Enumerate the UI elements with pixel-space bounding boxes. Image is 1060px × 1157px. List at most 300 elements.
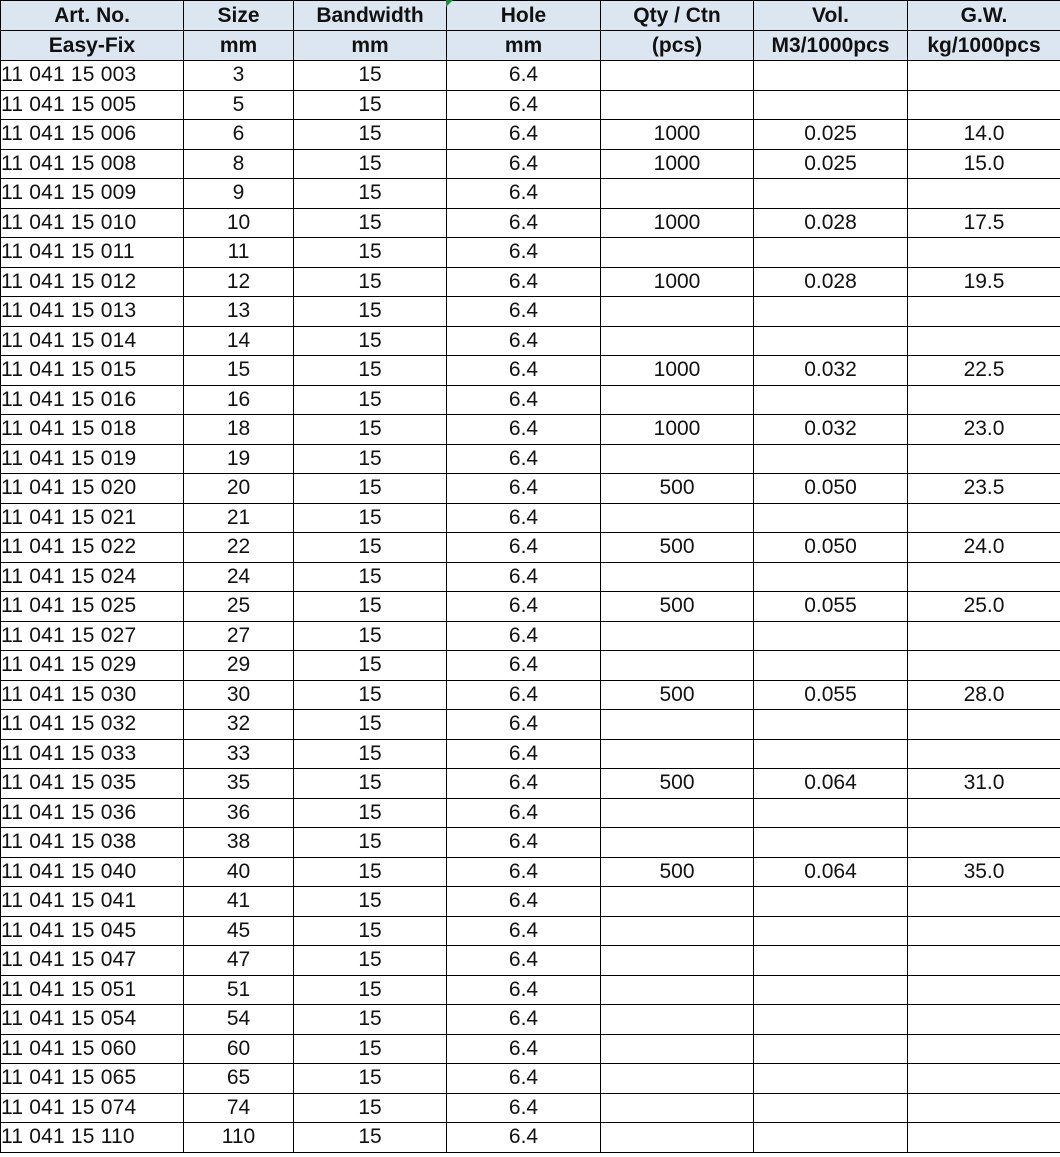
cell-gw[interactable] bbox=[908, 1034, 1060, 1064]
cell-size[interactable]: 24 bbox=[184, 562, 294, 592]
cell-size[interactable]: 10 bbox=[184, 208, 294, 238]
cell-qty-ctn[interactable] bbox=[601, 238, 754, 268]
cell-hole[interactable]: 6.4 bbox=[447, 444, 601, 474]
cell-hole[interactable]: 6.4 bbox=[447, 356, 601, 386]
cell-hole[interactable]: 6.4 bbox=[447, 946, 601, 976]
cell-hole[interactable]: 6.4 bbox=[447, 1064, 601, 1094]
header-gw-unit[interactable]: kg/1000pcs bbox=[908, 31, 1060, 61]
cell-vol[interactable] bbox=[754, 1123, 908, 1153]
table-row bbox=[1, 916, 1060, 946]
cell-size[interactable]: 21 bbox=[184, 503, 294, 533]
cell-art-no[interactable]: 11 041 15 022 bbox=[1, 533, 184, 563]
cell-gw[interactable] bbox=[908, 326, 1060, 356]
cell-vol[interactable] bbox=[754, 739, 908, 769]
cell-hole[interactable]: 6.4 bbox=[447, 739, 601, 769]
header-size[interactable]: Size bbox=[184, 1, 294, 31]
table-row bbox=[1, 739, 1060, 769]
table-row bbox=[1, 90, 1060, 120]
cell-bandwidth[interactable]: 15 bbox=[294, 769, 447, 799]
table-row bbox=[1, 326, 1060, 356]
cell-qty-ctn[interactable]: 500 bbox=[601, 769, 754, 799]
cell-gw[interactable]: 19.5 bbox=[908, 267, 1060, 297]
cell-art-no[interactable]: 11 041 15 041 bbox=[1, 887, 184, 917]
table-row bbox=[1, 208, 1060, 238]
cell-vol[interactable] bbox=[754, 651, 908, 681]
cell-hole[interactable]: 6.4 bbox=[447, 61, 601, 91]
header-qty-unit[interactable]: (pcs) bbox=[601, 31, 754, 61]
cell-hole[interactable]: 6.4 bbox=[447, 415, 601, 445]
cell-qty-ctn[interactable] bbox=[601, 1005, 754, 1035]
cell-hole[interactable]: 6.4 bbox=[447, 120, 601, 150]
cell-bandwidth[interactable]: 15 bbox=[294, 1064, 447, 1094]
cell-hole[interactable]: 6.4 bbox=[447, 533, 601, 563]
cell-gw[interactable]: 24.0 bbox=[908, 533, 1060, 563]
cell-art-no[interactable]: 11 041 15 011 bbox=[1, 238, 184, 268]
cell-qty-ctn[interactable]: 1000 bbox=[601, 149, 754, 179]
cell-size[interactable]: 51 bbox=[184, 975, 294, 1005]
cell-art-no[interactable]: 11 041 15 005 bbox=[1, 90, 184, 120]
cell-vol[interactable]: 0.050 bbox=[754, 474, 908, 504]
cell-hole[interactable]: 6.4 bbox=[447, 208, 601, 238]
cell-hole[interactable]: 6.4 bbox=[447, 975, 601, 1005]
cell-art-no[interactable]: 11 041 15 009 bbox=[1, 179, 184, 209]
cell-hole[interactable]: 6.4 bbox=[447, 828, 601, 858]
cell-size[interactable]: 9 bbox=[184, 179, 294, 209]
table-row bbox=[1, 267, 1060, 297]
cell-art-no[interactable]: 11 041 15 054 bbox=[1, 1005, 184, 1035]
table-row bbox=[1, 238, 1060, 268]
cell-gw[interactable] bbox=[908, 1064, 1060, 1094]
cell-art-no[interactable]: 11 041 15 008 bbox=[1, 149, 184, 179]
cell-hole[interactable]: 6.4 bbox=[447, 238, 601, 268]
cell-qty-ctn[interactable]: 1000 bbox=[601, 415, 754, 445]
cell-gw[interactable] bbox=[908, 651, 1060, 681]
cell-bandwidth[interactable]: 15 bbox=[294, 857, 447, 887]
cell-bandwidth[interactable]: 15 bbox=[294, 356, 447, 386]
cell-gw[interactable] bbox=[908, 1005, 1060, 1035]
cell-qty-ctn[interactable] bbox=[601, 503, 754, 533]
cell-gw[interactable] bbox=[908, 828, 1060, 858]
cell-vol[interactable]: 0.055 bbox=[754, 680, 908, 710]
cell-vol[interactable]: 0.025 bbox=[754, 120, 908, 150]
cell-size[interactable]: 47 bbox=[184, 946, 294, 976]
cell-size[interactable]: 110 bbox=[184, 1123, 294, 1153]
cell-qty-ctn[interactable]: 500 bbox=[601, 857, 754, 887]
cell-qty-ctn[interactable] bbox=[601, 621, 754, 651]
cell-gw[interactable] bbox=[908, 562, 1060, 592]
cell-vol[interactable] bbox=[754, 887, 908, 917]
cell-bandwidth[interactable]: 15 bbox=[294, 621, 447, 651]
cell-bandwidth[interactable]: 15 bbox=[294, 739, 447, 769]
cell-size[interactable]: 60 bbox=[184, 1034, 294, 1064]
cell-gw[interactable] bbox=[908, 710, 1060, 740]
header-qty-ctn[interactable]: Qty / Ctn bbox=[601, 1, 754, 31]
cell-bandwidth[interactable]: 15 bbox=[294, 975, 447, 1005]
cell-vol[interactable]: 0.064 bbox=[754, 857, 908, 887]
cell-hole[interactable]: 6.4 bbox=[447, 385, 601, 415]
cell-gw[interactable] bbox=[908, 385, 1060, 415]
cell-vol[interactable] bbox=[754, 1005, 908, 1035]
table-row bbox=[1, 887, 1060, 917]
cell-gw[interactable]: 14.0 bbox=[908, 120, 1060, 150]
cell-art-no[interactable]: 11 041 15 051 bbox=[1, 975, 184, 1005]
cell-bandwidth[interactable]: 15 bbox=[294, 592, 447, 622]
cell-vol[interactable] bbox=[754, 562, 908, 592]
cell-vol[interactable] bbox=[754, 798, 908, 828]
cell-vol[interactable] bbox=[754, 1034, 908, 1064]
cell-gw[interactable] bbox=[908, 975, 1060, 1005]
cell-qty-ctn[interactable]: 500 bbox=[601, 474, 754, 504]
cell-size[interactable]: 35 bbox=[184, 769, 294, 799]
cell-size[interactable]: 32 bbox=[184, 710, 294, 740]
cell-hole[interactable]: 6.4 bbox=[447, 326, 601, 356]
cell-gw[interactable]: 23.0 bbox=[908, 415, 1060, 445]
cell-bandwidth[interactable]: 15 bbox=[294, 326, 447, 356]
cell-gw[interactable] bbox=[908, 503, 1060, 533]
cell-bandwidth[interactable]: 15 bbox=[294, 444, 447, 474]
cell-vol[interactable] bbox=[754, 1093, 908, 1123]
cell-size[interactable]: 30 bbox=[184, 680, 294, 710]
cell-vol[interactable] bbox=[754, 975, 908, 1005]
cell-art-no[interactable]: 11 041 15 035 bbox=[1, 769, 184, 799]
cell-size[interactable]: 19 bbox=[184, 444, 294, 474]
cell-vol[interactable] bbox=[754, 1064, 908, 1094]
cell-art-no[interactable]: 11 041 15 038 bbox=[1, 828, 184, 858]
cell-size[interactable]: 22 bbox=[184, 533, 294, 563]
cell-size[interactable]: 5 bbox=[184, 90, 294, 120]
cell-hole[interactable]: 6.4 bbox=[447, 90, 601, 120]
cell-vol[interactable] bbox=[754, 179, 908, 209]
cell-qty-ctn[interactable]: 1000 bbox=[601, 267, 754, 297]
table-row bbox=[1, 297, 1060, 327]
cell-hole[interactable]: 6.4 bbox=[447, 1093, 601, 1123]
table-row bbox=[1, 444, 1060, 474]
cell-qty-ctn[interactable] bbox=[601, 61, 754, 91]
cell-vol[interactable] bbox=[754, 621, 908, 651]
cell-hole[interactable]: 6.4 bbox=[447, 592, 601, 622]
cell-vol[interactable] bbox=[754, 916, 908, 946]
cell-art-no[interactable]: 11 041 15 036 bbox=[1, 798, 184, 828]
cell-vol[interactable]: 0.028 bbox=[754, 267, 908, 297]
cell-art-no[interactable]: 11 041 15 010 bbox=[1, 208, 184, 238]
cell-gw[interactable] bbox=[908, 444, 1060, 474]
cell-art-no[interactable]: 11 041 15 013 bbox=[1, 297, 184, 327]
cell-bandwidth[interactable]: 15 bbox=[294, 267, 447, 297]
cell-vol[interactable] bbox=[754, 385, 908, 415]
cell-hole[interactable]: 6.4 bbox=[447, 887, 601, 917]
cell-art-no[interactable]: 11 041 15 045 bbox=[1, 916, 184, 946]
cell-gw[interactable] bbox=[908, 61, 1060, 91]
cell-hole[interactable]: 6.4 bbox=[447, 179, 601, 209]
cell-hole[interactable]: 6.4 bbox=[447, 149, 601, 179]
cell-size[interactable]: 65 bbox=[184, 1064, 294, 1094]
header-bandwidth-unit[interactable]: mm bbox=[294, 31, 447, 61]
cell-gw[interactable]: 31.0 bbox=[908, 769, 1060, 799]
cell-hole[interactable]: 6.4 bbox=[447, 769, 601, 799]
header-gw[interactable]: G.W. bbox=[908, 1, 1060, 31]
table-row bbox=[1, 621, 1060, 651]
header-vol[interactable]: Vol. bbox=[754, 1, 908, 31]
cell-hole[interactable]: 6.4 bbox=[447, 1005, 601, 1035]
table-row bbox=[1, 385, 1060, 415]
cell-qty-ctn[interactable] bbox=[601, 946, 754, 976]
header-bandwidth[interactable]: Bandwidth bbox=[294, 1, 447, 31]
table-row bbox=[1, 798, 1060, 828]
cell-gw[interactable] bbox=[908, 887, 1060, 917]
cell-qty-ctn[interactable] bbox=[601, 887, 754, 917]
cell-gw[interactable]: 23.5 bbox=[908, 474, 1060, 504]
cell-bandwidth[interactable]: 15 bbox=[294, 798, 447, 828]
header-hole-unit[interactable]: mm bbox=[447, 31, 601, 61]
cell-qty-ctn[interactable] bbox=[601, 798, 754, 828]
cell-bandwidth[interactable]: 15 bbox=[294, 503, 447, 533]
cell-bandwidth[interactable]: 15 bbox=[294, 474, 447, 504]
cell-qty-ctn[interactable]: 1000 bbox=[601, 120, 754, 150]
header-vol-unit[interactable]: M3/1000pcs bbox=[754, 31, 908, 61]
table-row bbox=[1, 503, 1060, 533]
cell-art-no[interactable]: 11 041 15 014 bbox=[1, 326, 184, 356]
cell-qty-ctn[interactable] bbox=[601, 739, 754, 769]
cell-gw[interactable] bbox=[908, 621, 1060, 651]
cell-vol[interactable]: 0.050 bbox=[754, 533, 908, 563]
cell-hole[interactable]: 6.4 bbox=[447, 474, 601, 504]
cell-bandwidth[interactable]: 15 bbox=[294, 1093, 447, 1123]
cell-size[interactable]: 27 bbox=[184, 621, 294, 651]
cell-qty-ctn[interactable] bbox=[601, 444, 754, 474]
cell-art-no[interactable]: 11 041 15 029 bbox=[1, 651, 184, 681]
cell-size[interactable]: 33 bbox=[184, 739, 294, 769]
cell-bandwidth[interactable]: 15 bbox=[294, 179, 447, 209]
header-easy-fix[interactable]: Easy-Fix bbox=[1, 31, 184, 61]
cell-size[interactable]: 16 bbox=[184, 385, 294, 415]
cell-vol[interactable] bbox=[754, 61, 908, 91]
cell-bandwidth[interactable]: 15 bbox=[294, 90, 447, 120]
cell-qty-ctn[interactable] bbox=[601, 1123, 754, 1153]
cell-size[interactable]: 38 bbox=[184, 828, 294, 858]
cell-bandwidth[interactable]: 15 bbox=[294, 1034, 447, 1064]
cell-size[interactable]: 15 bbox=[184, 356, 294, 386]
cell-vol[interactable]: 0.032 bbox=[754, 356, 908, 386]
header-art-no[interactable]: Art. No. bbox=[1, 1, 184, 31]
cell-bandwidth[interactable]: 15 bbox=[294, 887, 447, 917]
cell-gw[interactable] bbox=[908, 179, 1060, 209]
cell-bandwidth[interactable]: 15 bbox=[294, 651, 447, 681]
cell-vol[interactable] bbox=[754, 503, 908, 533]
cell-hole[interactable]: 6.4 bbox=[447, 916, 601, 946]
cell-qty-ctn[interactable] bbox=[601, 179, 754, 209]
cell-art-no[interactable]: 11 041 15 074 bbox=[1, 1093, 184, 1123]
cell-vol[interactable] bbox=[754, 710, 908, 740]
cell-gw[interactable] bbox=[908, 90, 1060, 120]
cell-size[interactable]: 12 bbox=[184, 267, 294, 297]
cell-gw[interactable] bbox=[908, 238, 1060, 268]
cell-gw[interactable]: 15.0 bbox=[908, 149, 1060, 179]
cell-gw[interactable] bbox=[908, 1093, 1060, 1123]
cell-vol[interactable]: 0.064 bbox=[754, 769, 908, 799]
cell-vol[interactable]: 0.028 bbox=[754, 208, 908, 238]
cell-gw[interactable] bbox=[908, 1123, 1060, 1153]
cell-size[interactable]: 25 bbox=[184, 592, 294, 622]
table-row bbox=[1, 592, 1060, 622]
cell-size[interactable]: 11 bbox=[184, 238, 294, 268]
cell-art-no[interactable]: 11 041 15 025 bbox=[1, 592, 184, 622]
table-row bbox=[1, 415, 1060, 445]
cell-bandwidth[interactable]: 15 bbox=[294, 562, 447, 592]
cell-gw[interactable] bbox=[908, 297, 1060, 327]
cell-size[interactable]: 45 bbox=[184, 916, 294, 946]
cell-bandwidth[interactable]: 15 bbox=[294, 297, 447, 327]
cell-qty-ctn[interactable] bbox=[601, 90, 754, 120]
cell-vol[interactable] bbox=[754, 828, 908, 858]
cell-hole[interactable]: 6.4 bbox=[447, 680, 601, 710]
cell-size[interactable]: 41 bbox=[184, 887, 294, 917]
cell-qty-ctn[interactable] bbox=[601, 828, 754, 858]
cell-art-no[interactable]: 11 041 15 033 bbox=[1, 739, 184, 769]
cell-size[interactable]: 74 bbox=[184, 1093, 294, 1123]
cell-bandwidth[interactable]: 15 bbox=[294, 238, 447, 268]
cell-bandwidth[interactable]: 15 bbox=[294, 208, 447, 238]
cell-art-no[interactable]: 11 041 15 021 bbox=[1, 503, 184, 533]
cell-size[interactable]: 13 bbox=[184, 297, 294, 327]
cell-bandwidth[interactable]: 15 bbox=[294, 680, 447, 710]
cell-hole[interactable]: 6.4 bbox=[447, 297, 601, 327]
cell-hole[interactable]: 6.4 bbox=[447, 710, 601, 740]
cell-vol[interactable] bbox=[754, 90, 908, 120]
cell-bandwidth[interactable]: 15 bbox=[294, 1005, 447, 1035]
cell-art-no[interactable]: 11 041 15 027 bbox=[1, 621, 184, 651]
cell-qty-ctn[interactable] bbox=[601, 1093, 754, 1123]
cell-gw[interactable]: 22.5 bbox=[908, 356, 1060, 386]
cell-size[interactable]: 36 bbox=[184, 798, 294, 828]
cell-qty-ctn[interactable] bbox=[601, 326, 754, 356]
cell-qty-ctn[interactable] bbox=[601, 385, 754, 415]
cell-gw[interactable]: 35.0 bbox=[908, 857, 1060, 887]
cell-size[interactable]: 3 bbox=[184, 61, 294, 91]
cell-qty-ctn[interactable] bbox=[601, 975, 754, 1005]
cell-qty-ctn[interactable]: 500 bbox=[601, 680, 754, 710]
cell-art-no[interactable]: 11 041 15 020 bbox=[1, 474, 184, 504]
cell-qty-ctn[interactable]: 1000 bbox=[601, 208, 754, 238]
cell-gw[interactable] bbox=[908, 916, 1060, 946]
cell-hole[interactable]: 6.4 bbox=[447, 1123, 601, 1153]
cell-bandwidth[interactable]: 15 bbox=[294, 533, 447, 563]
cell-size[interactable]: 18 bbox=[184, 415, 294, 445]
cell-size[interactable]: 14 bbox=[184, 326, 294, 356]
cell-size[interactable]: 54 bbox=[184, 1005, 294, 1035]
cell-art-no[interactable]: 11 041 15 006 bbox=[1, 120, 184, 150]
cell-qty-ctn[interactable] bbox=[601, 651, 754, 681]
cell-hole[interactable]: 6.4 bbox=[447, 1034, 601, 1064]
table-row bbox=[1, 769, 1060, 799]
table-row bbox=[1, 1093, 1060, 1123]
cell-bandwidth[interactable]: 15 bbox=[294, 149, 447, 179]
cell-bandwidth[interactable]: 15 bbox=[294, 946, 447, 976]
header-row-units bbox=[1, 31, 1060, 61]
table-row bbox=[1, 975, 1060, 1005]
cell-vol[interactable]: 0.055 bbox=[754, 592, 908, 622]
cell-size[interactable]: 40 bbox=[184, 857, 294, 887]
cell-bandwidth[interactable]: 15 bbox=[294, 120, 447, 150]
table-row bbox=[1, 946, 1060, 976]
cell-art-no[interactable]: 11 041 15 018 bbox=[1, 415, 184, 445]
cell-bandwidth[interactable]: 15 bbox=[294, 916, 447, 946]
cell-qty-ctn[interactable] bbox=[601, 916, 754, 946]
cell-qty-ctn[interactable] bbox=[601, 562, 754, 592]
cell-hole[interactable]: 6.4 bbox=[447, 503, 601, 533]
cell-bandwidth[interactable]: 15 bbox=[294, 1123, 447, 1153]
cell-qty-ctn[interactable] bbox=[601, 1064, 754, 1094]
cell-art-no[interactable]: 11 041 15 030 bbox=[1, 680, 184, 710]
table-row bbox=[1, 651, 1060, 681]
cell-size[interactable]: 8 bbox=[184, 149, 294, 179]
cell-vol[interactable]: 0.032 bbox=[754, 415, 908, 445]
cell-qty-ctn[interactable]: 500 bbox=[601, 592, 754, 622]
cell-gw[interactable]: 28.0 bbox=[908, 680, 1060, 710]
cell-vol[interactable] bbox=[754, 444, 908, 474]
cell-gw[interactable] bbox=[908, 798, 1060, 828]
cell-art-no[interactable]: 11 041 15 015 bbox=[1, 356, 184, 386]
cell-vol[interactable]: 0.025 bbox=[754, 149, 908, 179]
header-size-unit[interactable]: mm bbox=[184, 31, 294, 61]
cell-vol[interactable] bbox=[754, 326, 908, 356]
cell-hole[interactable]: 6.4 bbox=[447, 651, 601, 681]
cell-art-no[interactable]: 11 041 15 040 bbox=[1, 857, 184, 887]
cell-hole[interactable]: 6.4 bbox=[447, 798, 601, 828]
cell-gw[interactable]: 17.5 bbox=[908, 208, 1060, 238]
table-row bbox=[1, 857, 1060, 887]
cell-vol[interactable] bbox=[754, 946, 908, 976]
table-row bbox=[1, 179, 1060, 209]
cell-size[interactable]: 29 bbox=[184, 651, 294, 681]
cell-qty-ctn[interactable] bbox=[601, 710, 754, 740]
cell-qty-ctn[interactable] bbox=[601, 297, 754, 327]
cell-qty-ctn[interactable] bbox=[601, 1034, 754, 1064]
cell-bandwidth[interactable]: 15 bbox=[294, 710, 447, 740]
cell-art-no[interactable]: 11 041 15 065 bbox=[1, 1064, 184, 1094]
cell-vol[interactable] bbox=[754, 297, 908, 327]
cell-qty-ctn[interactable]: 1000 bbox=[601, 356, 754, 386]
cell-hole[interactable]: 6.4 bbox=[447, 857, 601, 887]
cell-size[interactable]: 20 bbox=[184, 474, 294, 504]
cell-bandwidth[interactable]: 15 bbox=[294, 385, 447, 415]
cell-gw[interactable] bbox=[908, 739, 1060, 769]
cell-art-no[interactable]: 11 041 15 032 bbox=[1, 710, 184, 740]
cell-art-no[interactable]: 11 041 15 024 bbox=[1, 562, 184, 592]
cell-hole[interactable]: 6.4 bbox=[447, 562, 601, 592]
cell-art-no[interactable]: 11 041 15 047 bbox=[1, 946, 184, 976]
cell-vol[interactable] bbox=[754, 238, 908, 268]
header-hole[interactable]: Hole bbox=[447, 1, 601, 31]
table-row bbox=[1, 120, 1060, 150]
cell-gw[interactable]: 25.0 bbox=[908, 592, 1060, 622]
cell-gw[interactable] bbox=[908, 946, 1060, 976]
cell-hole[interactable]: 6.4 bbox=[447, 267, 601, 297]
cell-qty-ctn[interactable]: 500 bbox=[601, 533, 754, 563]
cell-bandwidth[interactable]: 15 bbox=[294, 61, 447, 91]
cell-art-no[interactable]: 11 041 15 016 bbox=[1, 385, 184, 415]
cell-art-no[interactable]: 11 041 15 110 bbox=[1, 1123, 184, 1153]
cell-art-no[interactable]: 11 041 15 019 bbox=[1, 444, 184, 474]
table-row bbox=[1, 1123, 1060, 1153]
cell-size[interactable]: 6 bbox=[184, 120, 294, 150]
cell-bandwidth[interactable]: 15 bbox=[294, 415, 447, 445]
cell-bandwidth[interactable]: 15 bbox=[294, 828, 447, 858]
cell-art-no[interactable]: 11 041 15 060 bbox=[1, 1034, 184, 1064]
cell-art-no[interactable]: 11 041 15 003 bbox=[1, 61, 184, 91]
cell-art-no[interactable]: 11 041 15 012 bbox=[1, 267, 184, 297]
cell-hole[interactable]: 6.4 bbox=[447, 621, 601, 651]
table-row bbox=[1, 562, 1060, 592]
